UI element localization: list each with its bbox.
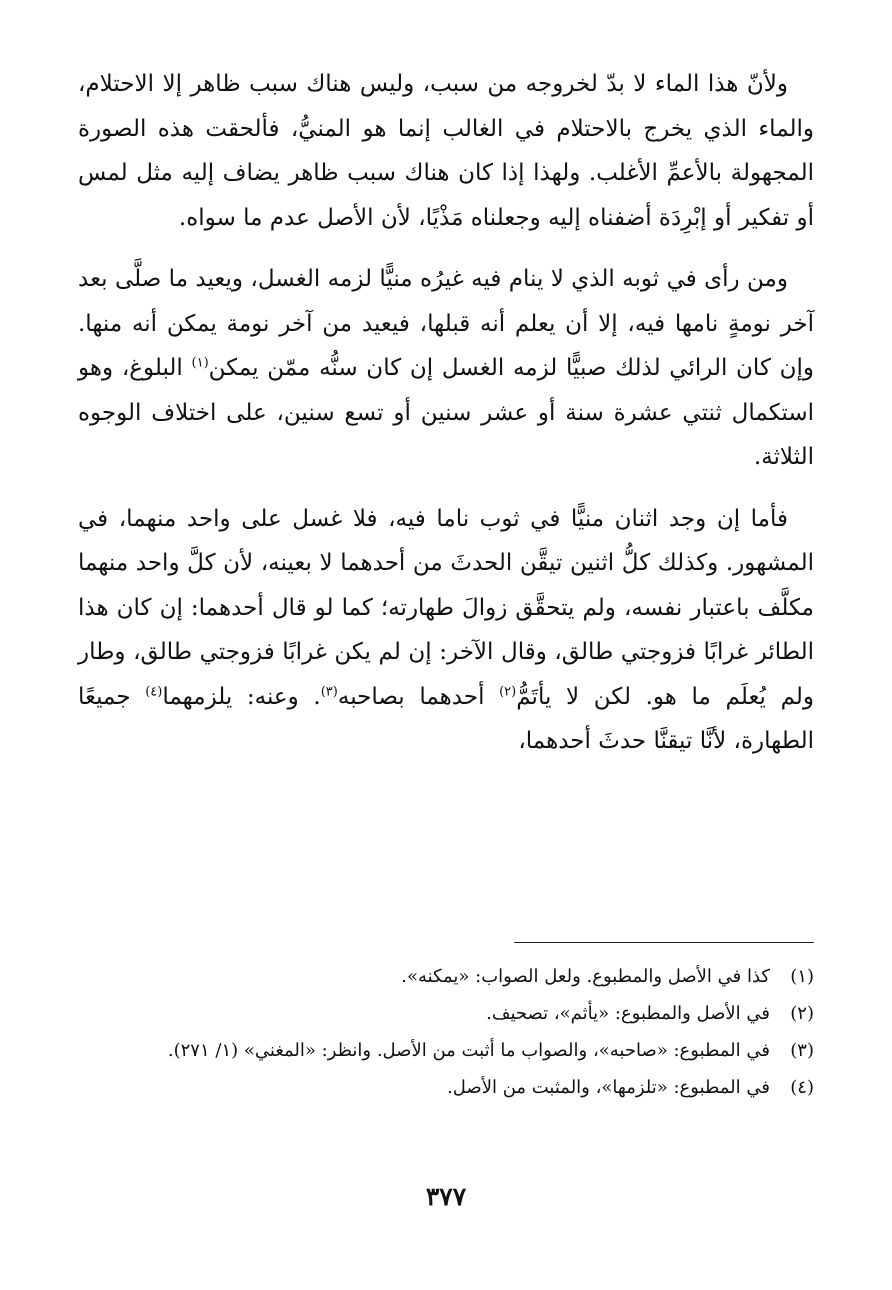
- footnote-ref-3: (٣): [320, 683, 338, 699]
- footnote-2-number: (٢): [790, 1003, 814, 1024]
- page-number: ٣٧٧: [425, 1182, 467, 1211]
- footnote-2: [78, 997, 814, 1030]
- footnote-ref-1: (١): [191, 355, 209, 371]
- footnote-3-number: (٣): [790, 1040, 814, 1061]
- footnote-1-text: كذا في الأصل والمطبوع. ولعل الصواب: «يمكنه».: [401, 966, 770, 987]
- main-text: [78, 62, 814, 764]
- footnote-1-number: (١): [790, 966, 814, 987]
- paragraph-2-text-part-1: ومن رأى في ثوبه الذي لا ينام فيه غيرُه منيًّا لزمه الغسل، ويعيد ما صلَّى بعد آخر نومةٍ نامها فيه، إلا أن يعلم أنه قبلها، فيعيد من آخر نومة يمكن أنه منها. وإن كان الرائي لذلك صبيًّا لزمه الغسل إن كان سنُّه ممّن يمكن: [78, 266, 814, 381]
- paragraph-2: [78, 257, 814, 480]
- footnote-2-text: في الأصل والمطبوع: «يأثم»، تصحيف.: [486, 1003, 770, 1024]
- footnote-1: [78, 960, 814, 993]
- footnote-ref-4: (٤): [145, 683, 163, 699]
- footnote-3-text: في المطبوع: «صاحبه»، والصواب ما أثبت من الأصل. وانظر: «المغني» (١/ ٢٧١).: [167, 1040, 770, 1061]
- footnote-ref-2: (٢): [499, 683, 517, 699]
- paragraph-3-text-part-2: أحدهما بصاحبه: [337, 683, 500, 710]
- footnote-4-number: (٤): [790, 1077, 814, 1098]
- paragraph-3-text-part-1: فأما إن وجد اثنان منيًّا في ثوب ناما فيه، فلا غسل على واحد منهما، في المشهور. وكذلك كلُّ اثنين تيقَّن الحدثَ من أحدهما لا بعينه، لأن كلَّ واحد منهما مكلَّف باعتبار نفسه، ولم يتحقَّق زوالَ طهارته؛ كما لو قال أحدهما: إن كان هذا الطائر غرابًا فزوجتي طالق، وقال الآخر: إن لم يكن غرابًا فزوجتي طالق، وطار ولم يُعلَم ما هو. لكن لا يأتَمُّ: [78, 505, 814, 710]
- book-page: [78, 62, 814, 1290]
- paragraph-3-text-part-4: جميعًا الطهارة، لأنَّا تيقنَّا حدثَ أحدهما،: [78, 683, 814, 754]
- paragraph-1-text: ولأنّ هذا الماء لا بدّ لخروجه من سبب، وليس هناك سبب ظاهر إلا الاحتلام، والماء الذي يخرج بالاحتلام في الغالب إنما هو المنيُّ، فألحقت هذه الصورة المجهولة بالأعمِّ الأغلب. ولهذا إذا كان هناك سبب ظاهر يضاف إليه مثل لمس أو تفكير أو إبْرِدَة أضفناه إليه وجعلناه مَذْيًا، لأن الأصل عدم ما سواه.: [78, 71, 814, 231]
- footnote-4: [78, 1071, 814, 1104]
- paragraph-2-text-part-2: البلوغ، وهو استكمال ثنتي عشرة سنة أو عشر سنين أو تسع سنين، على اختلاف الوجوه الثلاثة.: [78, 355, 814, 470]
- paragraph-3: [78, 497, 814, 764]
- footnote-divider: [514, 942, 814, 943]
- paragraph-3-text-part-3: . وعنه: يلزمهما: [162, 683, 321, 710]
- footnote-4-text: في المطبوع: «تلزمها»، والمثبت من الأصل.: [447, 1077, 770, 1098]
- footnote-3: [78, 1034, 814, 1067]
- paragraph-1: [78, 62, 814, 240]
- footnotes: [78, 960, 814, 1108]
